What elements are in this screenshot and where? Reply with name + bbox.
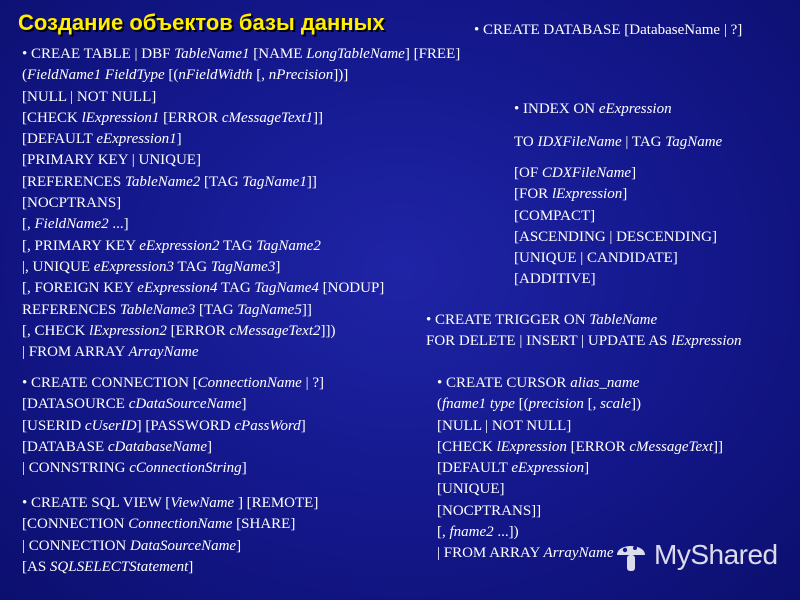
syntax-keyword: [NAME: [249, 46, 307, 62]
syntax-line: [514, 227, 717, 248]
syntax-placeholder: ViewName: [170, 495, 235, 511]
index-on-options-block: [514, 163, 717, 291]
syntax-keyword: [NOCPTRANS]: [22, 195, 122, 212]
syntax-placeholder: DataSourceName: [130, 537, 237, 554]
syntax-keyword: • INDEX ON: [514, 101, 599, 117]
syntax-placeholder: eExpression: [511, 460, 585, 477]
syntax-placeholder: ArrayName: [543, 545, 614, 562]
syntax-placeholder: TagName1: [242, 173, 307, 190]
syntax-line: [514, 269, 717, 290]
syntax-keyword: FOR DELETE | INSERT | UPDATE AS: [426, 333, 672, 350]
syntax-keyword: [DATABASE: [22, 438, 108, 455]
syntax-keyword: • CREATE SQL VIEW [: [22, 495, 171, 511]
syntax-line: [514, 132, 722, 153]
create-database-block: [474, 20, 742, 41]
syntax-keyword: [PRIMARY KEY | UNIQUE]: [22, 152, 201, 169]
syntax-keyword: [USERID: [22, 417, 85, 434]
syntax-line: [437, 479, 723, 500]
syntax-line: [437, 416, 723, 437]
syntax-placeholder: ConnectionName: [197, 375, 302, 391]
syntax-line: [22, 236, 460, 257]
syntax-keyword: [ERROR: [159, 109, 222, 126]
syntax-placeholder: cUserID: [84, 417, 137, 434]
syntax-placeholder: cConnectionString: [129, 460, 242, 477]
syntax-placeholder: fname2: [449, 524, 494, 541]
create-sql-view-block: [22, 493, 318, 578]
create-table-block: [22, 44, 460, 363]
syntax-keyword: [(: [514, 396, 529, 413]
syntax-line: [437, 373, 723, 394]
syntax-keyword: ]: [622, 186, 628, 203]
syntax-keyword: [NODUP]: [318, 280, 385, 297]
syntax-line: [22, 342, 460, 363]
syntax-keyword: ]: [207, 438, 213, 455]
index-on-heading: [514, 99, 672, 120]
syntax-placeholder: fname1 type: [442, 396, 515, 413]
syntax-placeholder: TagName5: [237, 301, 302, 318]
syntax-keyword: [NULL | NOT NULL]: [22, 88, 157, 105]
syntax-placeholder: IDXFileName: [537, 134, 622, 150]
syntax-line: [22, 129, 460, 150]
syntax-keyword: | ?]: [301, 375, 324, 391]
syntax-placeholder: SQLSELECTStatement: [49, 558, 189, 575]
syntax-line: [426, 331, 742, 352]
syntax-keyword: ] [PASSWORD: [136, 417, 235, 434]
syntax-keyword: [REFERENCES: [22, 173, 125, 190]
syntax-keyword: [UNIQUE | CANDIDATE]: [514, 250, 678, 267]
syntax-placeholder: cDatabaseName: [107, 438, 208, 455]
syntax-keyword: ]: [241, 396, 247, 413]
index-on-to-line: [514, 132, 722, 153]
syntax-keyword: (: [22, 67, 27, 84]
syntax-placeholder: alias_name: [570, 375, 640, 391]
syntax-keyword: ]]: [712, 438, 723, 455]
watermark: [614, 535, 778, 575]
syntax-placeholder: nFieldWidth: [178, 67, 253, 84]
syntax-line: [437, 458, 723, 479]
syntax-keyword: [DEFAULT: [22, 131, 97, 148]
syntax-keyword: [(: [164, 67, 179, 84]
syntax-keyword: | CONNECTION: [22, 537, 130, 554]
syntax-line: [22, 321, 460, 342]
syntax-keyword: • CREATE CURSOR: [437, 375, 571, 391]
syntax-line: [22, 278, 460, 299]
syntax-line: [22, 373, 324, 394]
syntax-keyword: [DEFAULT: [437, 460, 512, 477]
syntax-keyword: [OF: [514, 165, 542, 181]
watermark-text: MyShared: [654, 539, 778, 570]
syntax-keyword: [, PRIMARY KEY: [22, 237, 140, 254]
syntax-keyword: [NOCPTRANS]]: [437, 502, 542, 519]
syntax-line: [22, 108, 460, 129]
syntax-placeholder: eExpression2: [139, 237, 220, 254]
syntax-keyword: ]: [275, 258, 281, 275]
syntax-line: [22, 65, 460, 86]
syntax-line: [426, 310, 742, 331]
syntax-placeholder: ArrayName: [128, 344, 199, 361]
syntax-keyword: • CREAE TABLE | DBF: [22, 46, 175, 62]
syntax-line: [22, 536, 318, 557]
syntax-keyword: | FROM ARRAY: [22, 344, 129, 361]
syntax-placeholder: eExpression3: [93, 258, 175, 275]
syntax-placeholder: lExpression2: [89, 322, 167, 339]
syntax-keyword: [TAG: [195, 301, 238, 318]
syntax-keyword: • CREATE CONNECTION [: [22, 375, 198, 391]
syntax-keyword: ...]: [108, 216, 129, 233]
syntax-keyword: ]: [584, 460, 590, 477]
syntax-placeholder: lExpression1: [81, 109, 160, 126]
syntax-line: [514, 99, 672, 120]
syntax-line: [22, 193, 460, 214]
create-trigger-block: [426, 310, 742, 353]
syntax-keyword: ])]: [333, 67, 349, 84]
syntax-keyword: [CHECK: [22, 109, 82, 126]
syntax-line: [22, 394, 324, 415]
syntax-placeholder: nPrecision: [268, 67, 334, 84]
syntax-placeholder: cMessageText: [629, 438, 713, 455]
syntax-keyword: ]: [236, 537, 242, 554]
syntax-line: [22, 557, 318, 578]
syntax-keyword: ]]: [306, 173, 317, 190]
syntax-placeholder: CDXFileName: [541, 165, 632, 181]
syntax-keyword: [ASCENDING | DESCENDING]: [514, 228, 717, 245]
syntax-keyword: [UNIQUE]: [437, 481, 505, 498]
syntax-keyword: [, CHECK: [22, 322, 90, 339]
syntax-placeholder: FieldName1 FieldType: [27, 67, 165, 84]
syntax-keyword: ]]: [301, 301, 312, 318]
syntax-placeholder: cMessageText1: [221, 109, 313, 126]
syntax-line: [22, 172, 460, 193]
syntax-line: [22, 514, 318, 535]
syntax-keyword: TAG: [174, 258, 211, 275]
syntax-placeholder: ConnectionName: [128, 516, 233, 533]
syntax-keyword: ]]): [320, 322, 336, 339]
syntax-line: [22, 214, 460, 235]
syntax-placeholder: TableName2: [124, 173, 201, 190]
syntax-line: [437, 437, 723, 458]
syntax-keyword: [SHARE]: [232, 516, 296, 533]
syntax-keyword: [ADDITIVE]: [514, 271, 596, 288]
syntax-placeholder: TableName1: [174, 46, 250, 62]
syntax-keyword: (: [437, 396, 442, 413]
syntax-placeholder: lExpression: [496, 438, 567, 455]
syntax-keyword: [CHECK: [437, 438, 497, 455]
syntax-placeholder: eExpression1: [96, 131, 177, 148]
syntax-keyword: ] [REMOTE]: [234, 495, 319, 511]
syntax-keyword: ] [FREE]: [404, 46, 461, 62]
syntax-line: [514, 206, 717, 227]
syntax-keyword: | FROM ARRAY: [437, 545, 544, 562]
syntax-keyword: ]: [176, 131, 182, 148]
syntax-keyword: ]]: [312, 109, 323, 126]
syntax-keyword: • CREATE DATABASE [DatabaseName | ?]: [474, 22, 743, 38]
syntax-keyword: | CONNSTRING: [22, 460, 130, 477]
syntax-placeholder: cDataSourceName: [128, 396, 242, 413]
syntax-keyword: [CONNECTION: [22, 516, 129, 533]
syntax-keyword: |, UNIQUE: [22, 258, 94, 275]
syntax-placeholder: LongTableName: [306, 46, 405, 62]
syntax-placeholder: TagName4: [254, 280, 319, 297]
syntax-line: [22, 257, 460, 278]
syntax-line: [514, 184, 717, 205]
syntax-line: [514, 248, 717, 269]
syntax-placeholder: TagName2: [256, 237, 321, 254]
syntax-line: [22, 87, 460, 108]
syntax-placeholder: eExpression4: [137, 280, 218, 297]
syntax-placeholder: eExpression: [598, 101, 672, 117]
syntax-line: [437, 501, 723, 522]
syntax-keyword: REFERENCES: [22, 301, 120, 318]
syntax-line: [437, 394, 723, 415]
page-title: Создание объектов базы данных: [18, 10, 385, 35]
syntax-line: [22, 416, 324, 437]
syntax-placeholder: lExpression: [671, 333, 742, 350]
syntax-line: [22, 458, 324, 479]
syntax-keyword: TAG: [219, 237, 257, 254]
syntax-keyword: [,: [583, 396, 601, 413]
syntax-keyword: ]): [631, 396, 641, 413]
syntax-keyword: ]: [631, 165, 637, 181]
syntax-line: [474, 20, 742, 41]
syntax-keyword: [TAG: [200, 173, 243, 190]
syntax-placeholder: TableName3: [119, 301, 196, 318]
syntax-line: [22, 493, 318, 514]
syntax-keyword: | TAG: [621, 134, 666, 150]
syntax-keyword: [COMPACT]: [514, 207, 596, 224]
syntax-line: [514, 163, 717, 184]
syntax-placeholder: cPassWord: [234, 417, 301, 434]
syntax-keyword: [ERROR: [566, 438, 630, 455]
syntax-keyword: [DATASOURCE: [22, 396, 129, 413]
syntax-line: [22, 150, 460, 171]
syntax-line: [22, 300, 460, 321]
syntax-keyword: ]: [300, 417, 306, 434]
syntax-placeholder: scale: [600, 396, 631, 413]
syntax-keyword: ...]): [493, 524, 519, 541]
syntax-keyword: [ERROR: [166, 322, 230, 339]
create-connection-block: [22, 373, 324, 479]
syntax-keyword: [AS: [22, 558, 50, 575]
syntax-keyword: [,: [437, 524, 450, 541]
syntax-placeholder: TagName3: [210, 258, 276, 275]
syntax-keyword: • CREATE TRIGGER ON: [426, 312, 590, 328]
syntax-keyword: ]: [188, 558, 194, 575]
syntax-line: [22, 44, 460, 65]
mushroom-logo-icon: [614, 535, 648, 575]
syntax-placeholder: precision: [528, 396, 584, 413]
syntax-keyword: [FOR: [514, 186, 552, 203]
syntax-keyword: TO: [514, 134, 538, 150]
syntax-keyword: [,: [252, 67, 269, 84]
syntax-keyword: [, FOREIGN KEY: [22, 280, 138, 297]
syntax-placeholder: TableName: [589, 312, 658, 328]
syntax-keyword: ]: [241, 460, 247, 477]
syntax-line: [22, 437, 324, 458]
syntax-placeholder: FieldName2: [34, 216, 109, 233]
syntax-placeholder: cMessageText2: [229, 322, 321, 339]
syntax-placeholder: TagName: [665, 134, 723, 150]
syntax-placeholder: lExpression: [551, 186, 623, 203]
syntax-keyword: TAG: [217, 280, 255, 297]
syntax-keyword: [,: [22, 216, 35, 233]
syntax-keyword: [NULL | NOT NULL]: [437, 417, 572, 434]
